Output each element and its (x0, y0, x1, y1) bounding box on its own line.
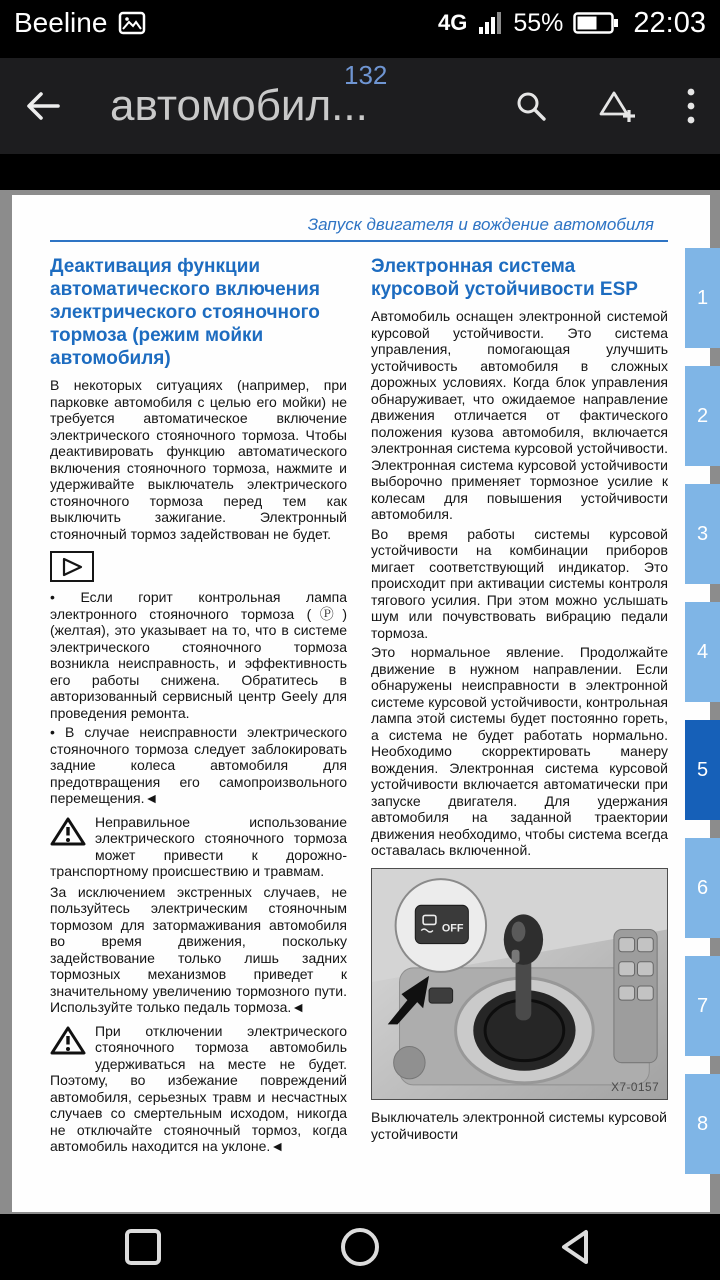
right-column (371, 252, 668, 1159)
bullet-paragraph: • Если горит контрольная лампа электронного стояночного тормоза (Ⓟ) (желтая), это указывает на то, что в системе электрического стояночного тормоза возникла неисправность, и эффективность его работы снижена. Обратитесь в авторизованный сервисный центр Geely для проведения ремонта. (50, 589, 347, 721)
screenshot-notification-icon (117, 8, 147, 38)
warning-text: Неправильное использование электрического стояночного тормоза может привести к дорожно-транспортному происшествию и травмам. (50, 813, 347, 879)
chapter-tab-label: 3 (696, 522, 709, 545)
chapter-tab-7 (685, 956, 720, 1056)
home-circle-icon (337, 1224, 383, 1270)
body-paragraph: В некоторых ситуациях (например, при парковке автомобиля с целью его мойки) не требуется автоматическое включение электрического стояночного тормоза. Чтобы деактивировать функцию автоматического включения стояночного тормоза, нажмите и удерживайте выключатель электрического стояночного тормоза перед тем как выключить зажигание. Электронный стояночный тормоз задействован не будет. (50, 377, 347, 542)
app-toolbar (0, 58, 720, 154)
chapter-tab-label: 1 (696, 286, 709, 309)
page-columns (50, 252, 668, 1159)
chapter-tab-2 (685, 366, 720, 466)
body-paragraph: Во время работы системы курсовой устойчивости на комбинации приборов мигает соответствующий индикатор. Это происходит при активации системы контроля тягового усилия. При этом можно услышать шум или почувствовать вибрацию педали тормоза. (371, 525, 668, 641)
esp-switch-figure (371, 868, 668, 1100)
chapter-tab-label: 2 (696, 404, 709, 427)
figure-caption: Выключатель электронной системы курсовой устойчивости (371, 1108, 667, 1142)
overflow-dots-icon (686, 87, 696, 125)
left-column (50, 252, 347, 1159)
body-paragraph: Автомобиль оснащен электронной системой курсовой устойчивости. Это система управления, помогающая улучшить устойчивость автомобиля в сложных дорожных условиях. Когда блок управления обнаруживает, что ожидаемое направление движения отличается от фактического положения кузова автомобиля, включается электронная система курсовой устойчивости. Электронная система курсовой устойчивости выборочно применяет тормозное усилие к колесам для повышения устойчивости автомобиля. (371, 308, 668, 522)
chapter-tab-label: 5 (696, 758, 709, 781)
chapter-tab-5-active (685, 720, 720, 820)
bullet-paragraph: • В случае неисправности электрического стояночного тормоза следует заблокировать задние колеса автомобиля для предотвращения его самопроизвольного перемещения.◄ (50, 724, 347, 806)
section-heading-parking-brake: Деактивация функции автоматического включения электрического стояночного тормоза (режим мойки автомобиля) (50, 256, 320, 369)
overflow-menu-button[interactable] (686, 87, 696, 125)
back-arrow-icon (22, 86, 62, 126)
back-button[interactable] (0, 58, 84, 154)
esp-off-label: OFF (441, 921, 464, 935)
warning-block (50, 814, 347, 880)
chapter-tab-1 (685, 248, 720, 348)
add-to-drive-button[interactable] (598, 88, 636, 124)
clock-label: 22:03 (633, 6, 706, 39)
body-paragraph: Это нормальное явление. Продолжайте движение в нужном направлении. Если обнаружены неисправности в электронной системе курсовой устойчивости, контрольная лампа этой системы будет постоянно гореть, а система не будет работать нормально. Необходимо скорректировать манеру вождения. Электронная система курсовой устойчивости включается автоматически при запуске двигателя. Для удержания автомобиля на заданной траектории движения необходимо, чтобы система всегда оставалась включенной. (371, 644, 668, 858)
home-button[interactable] (337, 1224, 383, 1270)
warning-block (50, 1023, 347, 1155)
play-pictogram-icon (50, 551, 94, 582)
network-type-label: 4G (438, 10, 468, 35)
warning-text: При отключении электрического стояночного тормоза автомобиль удерживаться на месте не будет. Поэтому, во избежание повреждений автомобиля, серьезных травм и несчастных случаев со смертельным исходом, никогда не отключайте стояночный тормоз, когда автомобиль находится на уклоне.◄ (50, 1022, 347, 1154)
chapter-running-header: Запуск двигателя и вождение автомобиля (307, 215, 654, 234)
page-number-peek: 132 (344, 60, 388, 90)
chapter-tab-label: 4 (696, 640, 709, 663)
android-nav-bar (0, 1214, 720, 1280)
chapter-tab-8 (685, 1074, 720, 1174)
body-paragraph: За исключением экстренных случаев, не пользуйтесь электрическим стояночным тормозом для затормаживания автомобиля во время движения, поскольку задействование только лишь задних тормозных механизмов приведет к значительному увеличению тормозного пути. Используйте только педаль тормоза.◄ (50, 883, 347, 1015)
document-title: автомобил... (110, 81, 368, 130)
recents-square-icon (120, 1224, 166, 1270)
back-triangle-icon (554, 1224, 600, 1270)
header-rule (50, 240, 668, 242)
battery-icon (573, 10, 619, 36)
chapter-tab-3 (685, 484, 720, 584)
chapter-tab-label: 7 (696, 994, 709, 1017)
warning-triangle-icon (50, 1025, 86, 1056)
chapter-tab-6 (685, 838, 720, 938)
signal-strength-icon (477, 10, 503, 36)
back-nav-button[interactable] (554, 1224, 600, 1270)
chapter-tab-4 (685, 602, 720, 702)
add-to-drive-icon (598, 88, 636, 124)
battery-percent-label: 55% (513, 8, 564, 37)
status-bar (0, 0, 720, 46)
document-page[interactable] (12, 195, 710, 1212)
warning-triangle-icon (50, 816, 86, 847)
search-button[interactable] (514, 89, 548, 123)
search-icon (514, 89, 548, 123)
figure-code-label: X7-0157 (611, 1079, 660, 1094)
recents-button[interactable] (120, 1224, 166, 1270)
chapter-tab-label: 6 (696, 876, 709, 899)
chapter-tab-label: 8 (696, 1112, 709, 1135)
esp-switch-photo (372, 869, 667, 1099)
carrier-label: Beeline (14, 7, 108, 38)
section-heading-esp: Электронная система курсовой устойчивости ESP (371, 256, 638, 300)
